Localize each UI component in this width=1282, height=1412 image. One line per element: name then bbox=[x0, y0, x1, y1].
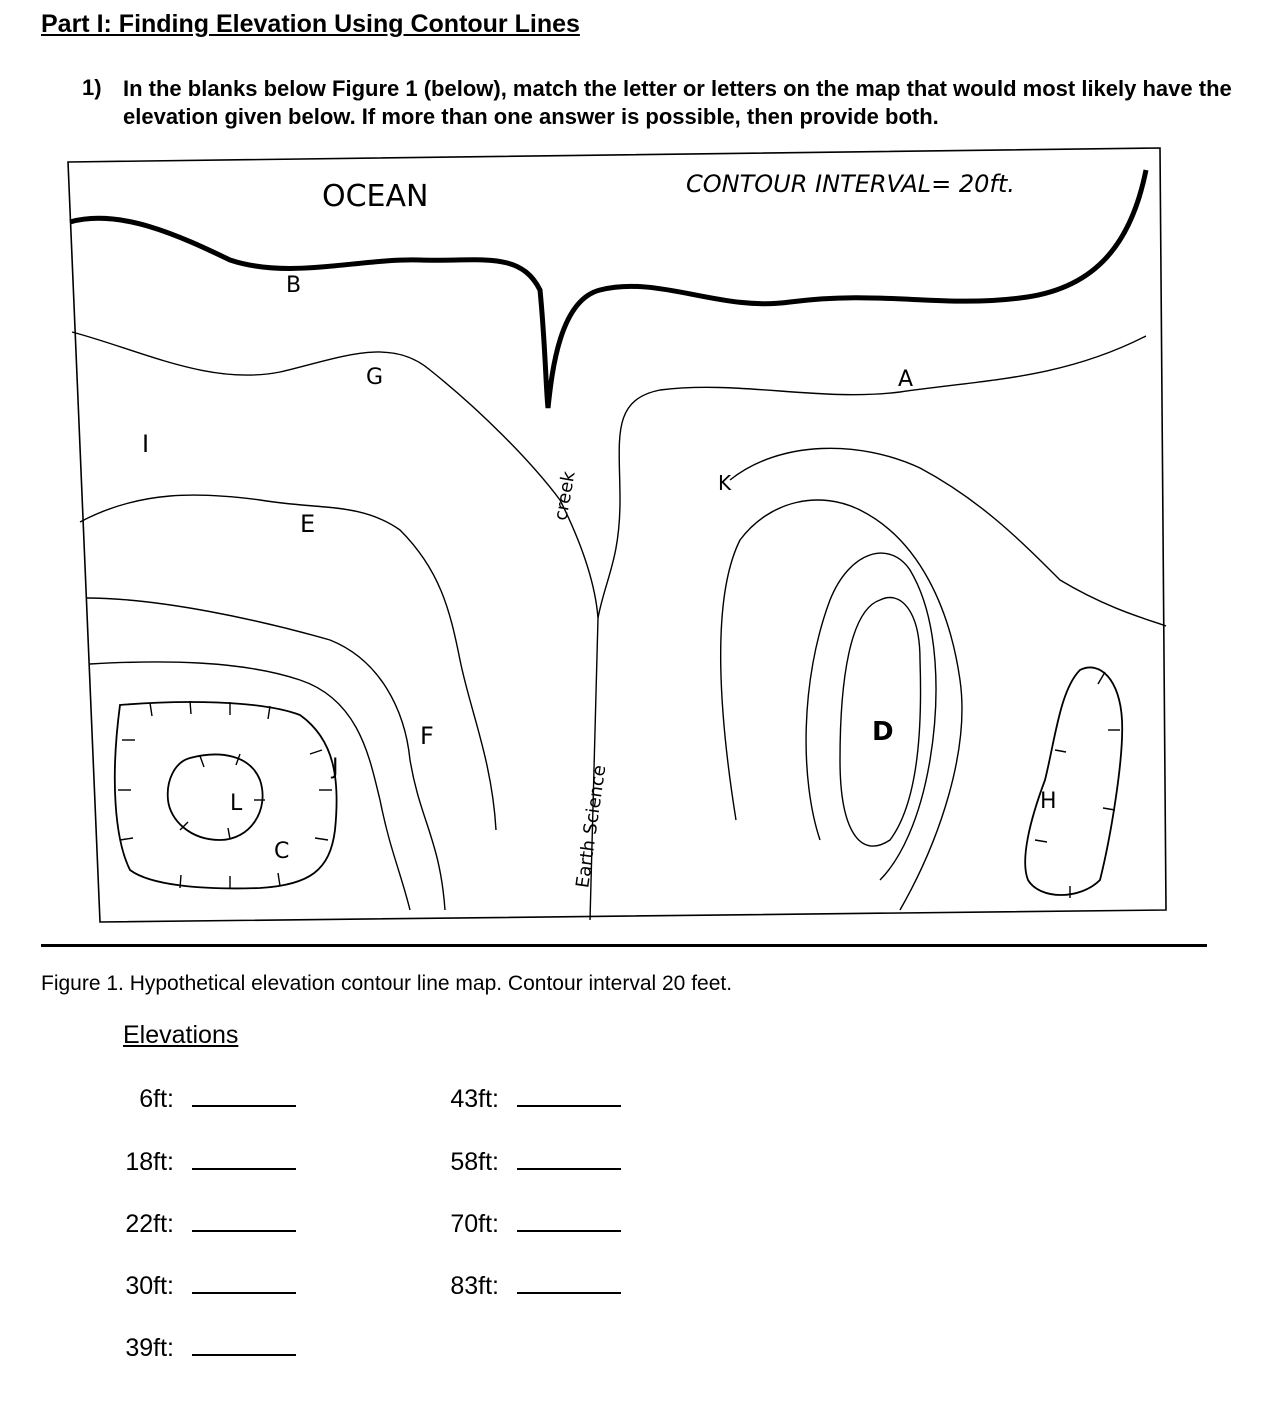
elevation-row bbox=[447, 1085, 621, 1114]
question-text: In the blanks below Figure 1 (below), match the letter or letters on the map that would most likely have the elevation given below. If more than one answer is possible, then provide both. bbox=[123, 76, 1232, 129]
contour-line bbox=[598, 336, 1146, 618]
question-number: 1) bbox=[82, 75, 102, 100]
answer-blank[interactable] bbox=[192, 1210, 296, 1232]
answer-blank[interactable] bbox=[192, 1085, 296, 1107]
map-letter-h: H bbox=[1040, 789, 1057, 814]
map-letter-f: F bbox=[420, 722, 434, 750]
elevation-label: 6ft: bbox=[139, 1085, 174, 1113]
interval-label: CONTOUR INTERVAL= 20ft. bbox=[686, 170, 1015, 198]
elevation-label: 18ft: bbox=[125, 1148, 174, 1176]
figure-divider bbox=[41, 944, 1207, 947]
contour-line bbox=[90, 662, 410, 910]
map-letter-g: G bbox=[366, 365, 384, 390]
answer-blank[interactable] bbox=[517, 1085, 621, 1107]
coastline bbox=[70, 170, 1146, 408]
map-letter-l: L bbox=[230, 791, 243, 816]
contour-line bbox=[86, 598, 445, 910]
elevation-row bbox=[122, 1148, 296, 1177]
depression-contour bbox=[1025, 667, 1122, 895]
map-letter-b: B bbox=[286, 273, 302, 298]
map-letter-j: J bbox=[332, 755, 339, 780]
elevation-label: 58ft: bbox=[450, 1148, 499, 1176]
answer-blank[interactable] bbox=[517, 1148, 621, 1170]
elevation-label: 83ft: bbox=[450, 1272, 499, 1300]
creek-label: creek bbox=[550, 469, 580, 523]
contour-line bbox=[730, 448, 1166, 626]
elevation-row bbox=[447, 1148, 621, 1177]
answer-blank[interactable] bbox=[192, 1334, 296, 1356]
map-letter-c: C bbox=[274, 839, 290, 864]
elevation-row bbox=[122, 1334, 296, 1363]
elevation-row bbox=[122, 1085, 296, 1114]
earth-science-label: Earth Science bbox=[572, 763, 611, 890]
map-letter-a: A bbox=[898, 367, 914, 392]
contour-map bbox=[60, 140, 1180, 930]
figure-caption: Figure 1. Hypothetical elevation contour line map. Contour interval 20 feet. bbox=[41, 972, 733, 995]
elevation-label: 70ft: bbox=[450, 1210, 499, 1238]
map-letter-k: K bbox=[718, 471, 732, 495]
elevation-label: 22ft: bbox=[125, 1210, 174, 1238]
elevation-row bbox=[122, 1210, 296, 1239]
ocean-label: OCEAN bbox=[322, 179, 429, 214]
elevation-row bbox=[447, 1272, 621, 1301]
answer-blank[interactable] bbox=[517, 1272, 621, 1294]
elevation-label: 30ft: bbox=[125, 1272, 174, 1300]
answer-blank[interactable] bbox=[192, 1272, 296, 1294]
elevation-label: 39ft: bbox=[125, 1334, 174, 1362]
elevation-label: 43ft: bbox=[450, 1085, 499, 1113]
map-letter-e: E bbox=[300, 510, 316, 538]
section-title: Part I: Finding Elevation Using Contour Lines bbox=[41, 10, 580, 38]
answer-blank[interactable] bbox=[192, 1148, 296, 1170]
map-letter-d: D bbox=[872, 717, 894, 747]
depression-contour bbox=[115, 702, 337, 888]
map-letter-i: I bbox=[142, 430, 150, 458]
contour-line bbox=[72, 332, 598, 618]
elevation-row bbox=[122, 1272, 296, 1301]
elevations-heading: Elevations bbox=[123, 1021, 239, 1049]
answer-blank[interactable] bbox=[517, 1210, 621, 1232]
elevation-row bbox=[447, 1210, 621, 1239]
